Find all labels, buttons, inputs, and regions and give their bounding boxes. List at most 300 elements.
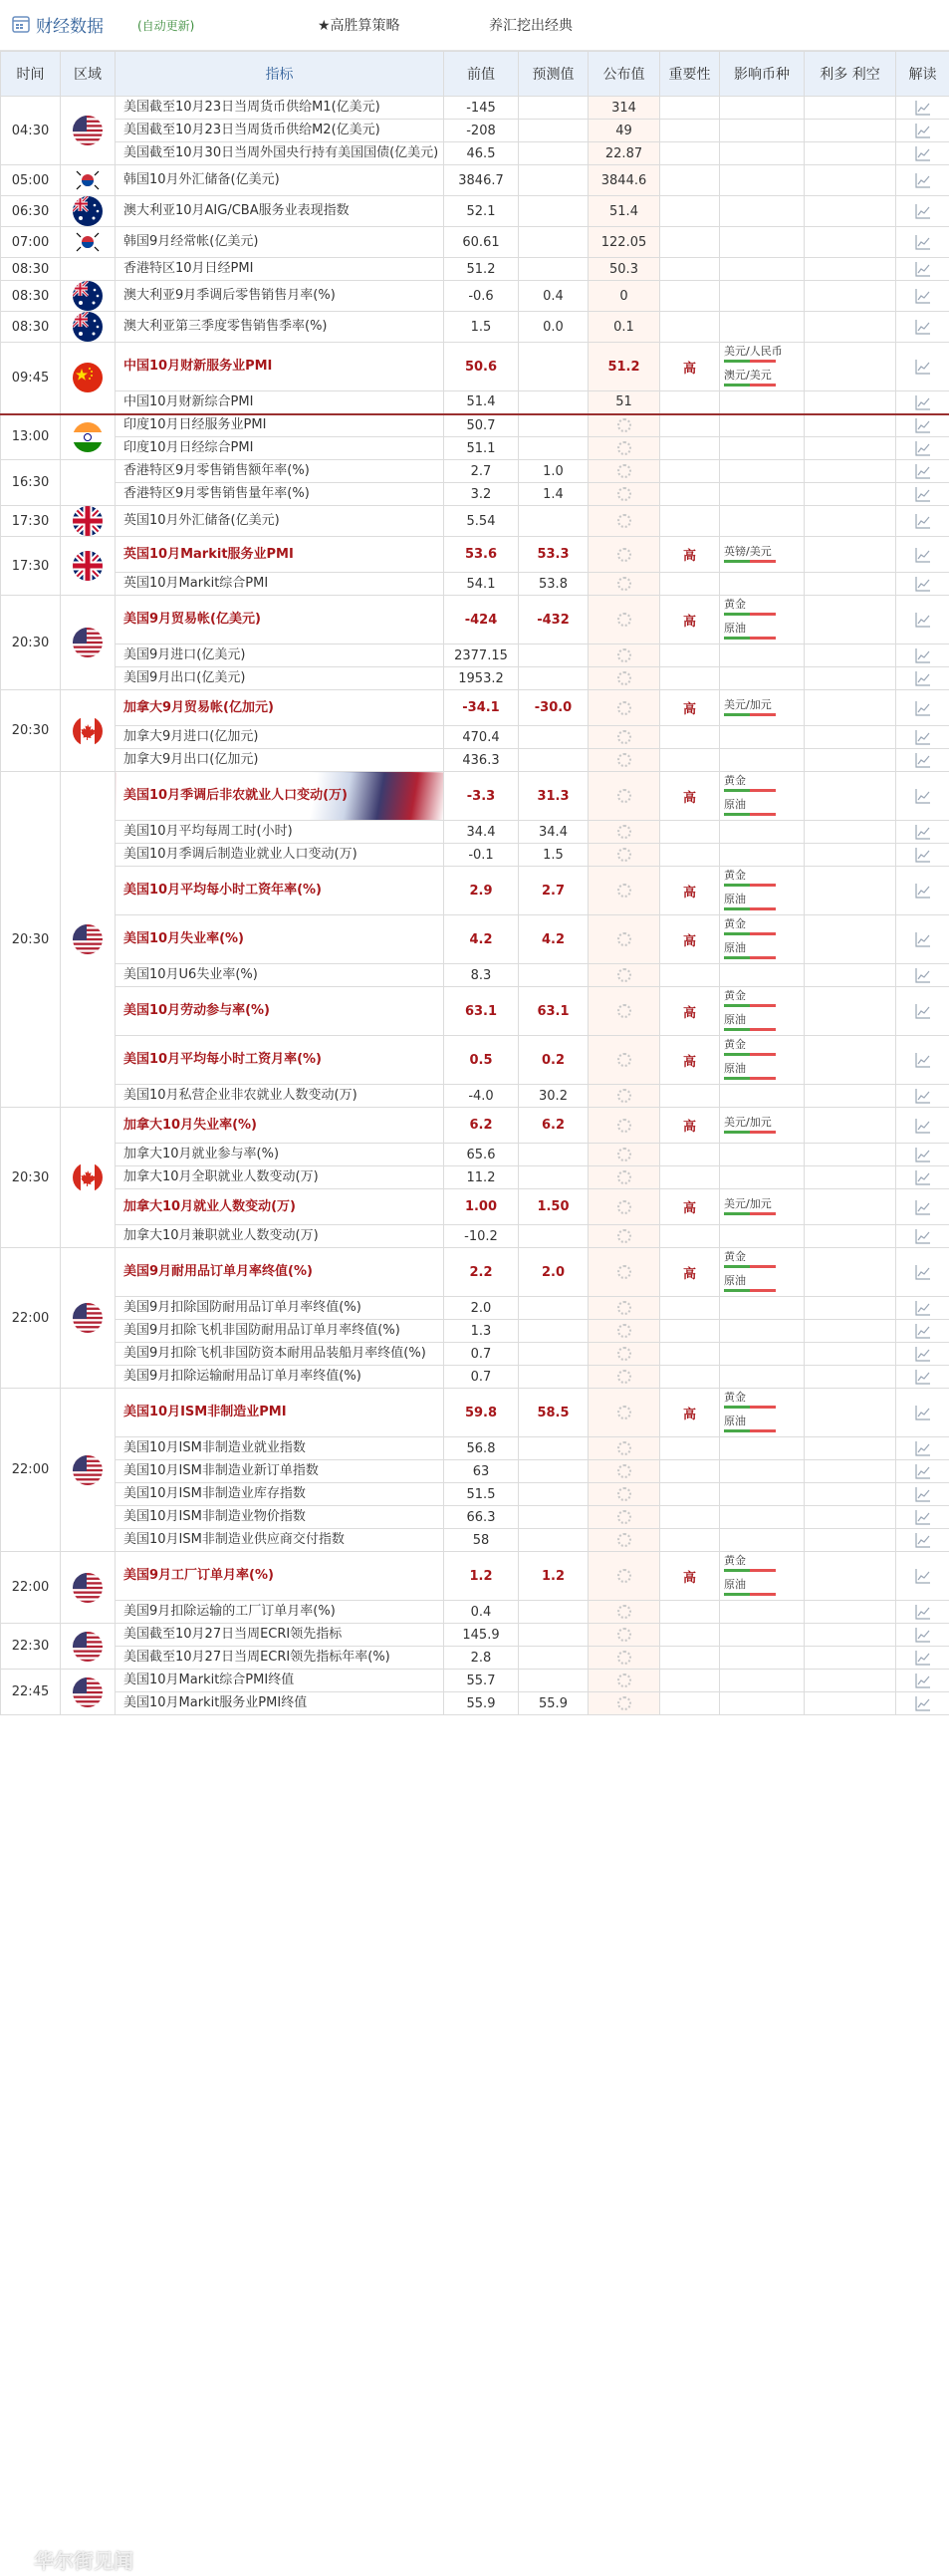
line-chart-icon[interactable] bbox=[915, 1673, 931, 1688]
table-row bbox=[1, 987, 949, 1036]
line-chart-icon[interactable] bbox=[915, 1052, 931, 1068]
indicator-name[interactable]: 美国10月季调后非农就业人口变动(万) bbox=[116, 772, 444, 821]
currency-cell bbox=[720, 1624, 805, 1647]
line-chart-icon[interactable] bbox=[915, 463, 931, 479]
line-chart-icon[interactable] bbox=[915, 967, 931, 983]
indicator-name[interactable]: 韩国9月经常帐(亿美元) bbox=[116, 227, 444, 258]
line-chart-icon[interactable] bbox=[915, 1369, 931, 1385]
indicator-name[interactable]: 美国9月扣除运输的工厂订单月率(%) bbox=[116, 1601, 444, 1624]
interpret-cell[interactable] bbox=[896, 1483, 949, 1506]
importance-value bbox=[660, 749, 720, 772]
interpret-cell[interactable] bbox=[896, 867, 949, 915]
actual-value bbox=[589, 690, 660, 726]
line-chart-icon[interactable] bbox=[915, 1568, 931, 1584]
previous-value: 58 bbox=[444, 1529, 519, 1552]
actual-value bbox=[589, 506, 660, 537]
currency-cell bbox=[720, 690, 805, 726]
interpret-cell[interactable] bbox=[896, 690, 949, 726]
affected-currency bbox=[724, 1036, 800, 1060]
previous-value: 55.7 bbox=[444, 1670, 519, 1692]
interpret-cell[interactable] bbox=[896, 749, 949, 772]
line-chart-icon[interactable] bbox=[915, 1405, 931, 1420]
line-chart-icon[interactable] bbox=[915, 1627, 931, 1643]
interpret-cell[interactable] bbox=[896, 1343, 949, 1366]
actual-value bbox=[589, 1460, 660, 1483]
line-chart-icon[interactable] bbox=[915, 847, 931, 863]
indicator-name[interactable]: 澳大利亚9月季调后零售销售月率(%) bbox=[116, 281, 444, 312]
indicator-name[interactable]: 香港特区9月零售销售量年率(%) bbox=[116, 483, 444, 506]
indicator-name[interactable]: 美国10月ISM非制造业新订单指数 bbox=[116, 1460, 444, 1483]
indicator-name[interactable]: 美国10月ISM非制造业PMI bbox=[116, 1389, 444, 1437]
indicator-name[interactable]: 美国10月U6失业率(%) bbox=[116, 964, 444, 987]
table-row bbox=[1, 312, 949, 343]
interpret-cell[interactable] bbox=[896, 312, 949, 343]
indicator-name[interactable]: 美国10月平均每小时工资月率(%) bbox=[116, 1036, 444, 1085]
region-cell bbox=[61, 596, 116, 690]
line-chart-icon[interactable] bbox=[915, 883, 931, 899]
col-header-currency: 影响币种 bbox=[720, 52, 805, 97]
indicator-name[interactable]: 澳大利亚第三季度零售销售季率(%) bbox=[116, 312, 444, 343]
interpret-cell[interactable] bbox=[896, 1647, 949, 1670]
bull-bear-cell bbox=[805, 1460, 896, 1483]
currency-cell bbox=[720, 987, 805, 1036]
interpret-cell[interactable] bbox=[896, 1166, 949, 1189]
time-cell: 17:30 bbox=[1, 506, 61, 537]
interpret-cell[interactable] bbox=[896, 537, 949, 573]
line-chart-icon[interactable] bbox=[915, 145, 931, 161]
table-row bbox=[1, 506, 949, 537]
table-row bbox=[1, 844, 949, 867]
importance-value bbox=[660, 391, 720, 414]
line-chart-icon[interactable] bbox=[915, 1486, 931, 1502]
interpret-cell[interactable] bbox=[896, 1366, 949, 1389]
previous-value: -34.1 bbox=[444, 690, 519, 726]
table-row bbox=[1, 391, 949, 414]
col-header-actual: 公布值 bbox=[589, 52, 660, 97]
bull-bear-bar bbox=[724, 1077, 776, 1080]
bull-bear-cell bbox=[805, 1343, 896, 1366]
line-chart-icon[interactable] bbox=[915, 1088, 931, 1104]
time-cell: 22:00 bbox=[1, 1552, 61, 1624]
line-chart-icon[interactable] bbox=[915, 1003, 931, 1019]
bull-bear-cell bbox=[805, 483, 896, 506]
interpret-cell[interactable] bbox=[896, 258, 949, 281]
loading-spinner-icon bbox=[617, 577, 631, 591]
col-header-region: 区域 bbox=[61, 52, 116, 97]
interpret-cell[interactable] bbox=[896, 1085, 949, 1108]
loading-spinner-icon bbox=[617, 441, 631, 455]
interpret-cell[interactable] bbox=[896, 120, 949, 142]
table-row bbox=[1, 1366, 949, 1389]
line-chart-icon[interactable] bbox=[915, 1169, 931, 1185]
line-chart-icon[interactable] bbox=[915, 547, 931, 563]
interpret-cell[interactable] bbox=[896, 343, 949, 391]
indicator-name[interactable]: 印度10月日经服务业PMI bbox=[116, 414, 444, 437]
currency-cell bbox=[720, 867, 805, 915]
actual-value bbox=[589, 573, 660, 596]
interpret-cell[interactable] bbox=[896, 596, 949, 644]
interpret-cell[interactable] bbox=[896, 1189, 949, 1225]
interpret-cell[interactable] bbox=[896, 97, 949, 120]
indicator-name[interactable]: 美国10月平均每周工时(小时) bbox=[116, 821, 444, 844]
interpret-cell[interactable] bbox=[896, 227, 949, 258]
table-row bbox=[1, 772, 949, 821]
forecast-value: 31.3 bbox=[519, 772, 589, 821]
time-cell: 07:00 bbox=[1, 227, 61, 258]
interpret-cell[interactable] bbox=[896, 1144, 949, 1166]
line-chart-icon[interactable] bbox=[915, 647, 931, 663]
actual-value: 122.05 bbox=[589, 227, 660, 258]
indicator-name[interactable]: 美国10月Markit综合PMI终值 bbox=[116, 1670, 444, 1692]
bull-bear-bar bbox=[724, 1004, 776, 1007]
table-row bbox=[1, 915, 949, 964]
line-chart-icon[interactable] bbox=[915, 670, 931, 686]
table-row bbox=[1, 1225, 949, 1248]
forecast-value: 6.2 bbox=[519, 1108, 589, 1144]
indicator-name[interactable]: 美国10月私营企业非农就业人数变动(万) bbox=[116, 1085, 444, 1108]
bull-bear-cell bbox=[805, 391, 896, 414]
indicator-name[interactable]: 加拿大10月全职就业人数变动(万) bbox=[116, 1166, 444, 1189]
time-cell: 13:00 bbox=[1, 414, 61, 460]
table-row bbox=[1, 1460, 949, 1483]
interpret-cell[interactable] bbox=[896, 964, 949, 987]
forecast-value bbox=[519, 644, 589, 667]
indicator-name[interactable]: 香港特区10月日经PMI bbox=[116, 258, 444, 281]
time-cell: 08:30 bbox=[1, 312, 61, 343]
loading-spinner-icon bbox=[617, 1148, 631, 1161]
currency-label: 美元/加元 bbox=[724, 1115, 772, 1129]
indicator-name[interactable]: 中国10月财新服务业PMI bbox=[116, 343, 444, 391]
interpret-cell[interactable] bbox=[896, 281, 949, 312]
indicator-name[interactable]: 印度10月日经综合PMI bbox=[116, 437, 444, 460]
region-cell bbox=[61, 1552, 116, 1624]
forecast-value: 1.4 bbox=[519, 483, 589, 506]
interpret-cell[interactable] bbox=[896, 1036, 949, 1085]
forecast-value: 1.50 bbox=[519, 1189, 589, 1225]
indicator-name[interactable]: 英国10月Markit综合PMI bbox=[116, 573, 444, 596]
interpret-cell[interactable] bbox=[896, 391, 949, 414]
line-chart-icon[interactable] bbox=[915, 417, 931, 433]
currency-cell bbox=[720, 414, 805, 437]
interpret-cell[interactable] bbox=[896, 726, 949, 749]
flag-ca-icon bbox=[73, 716, 103, 746]
col-header-importance: 重要性 bbox=[660, 52, 720, 97]
forecast-value: -30.0 bbox=[519, 690, 589, 726]
line-chart-icon[interactable] bbox=[915, 123, 931, 138]
interpret-cell[interactable] bbox=[896, 1460, 949, 1483]
interpret-cell[interactable] bbox=[896, 1437, 949, 1460]
indicator-name[interactable]: 美国9月耐用品订单月率终值(%) bbox=[116, 1248, 444, 1297]
table-row bbox=[1, 97, 949, 120]
currency-label: 美元/加元 bbox=[724, 697, 772, 711]
actual-value bbox=[589, 460, 660, 483]
interpret-cell[interactable] bbox=[896, 573, 949, 596]
forecast-value: 63.1 bbox=[519, 987, 589, 1036]
line-chart-icon[interactable] bbox=[915, 288, 931, 304]
line-chart-icon[interactable] bbox=[915, 1509, 931, 1525]
line-chart-icon[interactable] bbox=[915, 440, 931, 456]
interpret-cell[interactable] bbox=[896, 1552, 949, 1601]
line-chart-icon[interactable] bbox=[915, 1323, 931, 1339]
indicator-name[interactable]: 美国10月ISM非制造业物价指数 bbox=[116, 1506, 444, 1529]
interpret-cell[interactable] bbox=[896, 460, 949, 483]
indicator-name[interactable]: 美国截至10月27日当周ECRI领先指标年率(%) bbox=[116, 1647, 444, 1670]
loading-spinner-icon bbox=[617, 1301, 631, 1315]
watermark-logo-icon bbox=[6, 2551, 30, 2575]
indicator-name[interactable]: 加拿大9月出口(亿加元) bbox=[116, 749, 444, 772]
interpret-cell[interactable] bbox=[896, 1506, 949, 1529]
interpret-cell[interactable] bbox=[896, 437, 949, 460]
currency-label: 原油 bbox=[724, 1013, 746, 1026]
classic-link[interactable]: 养汇挖出经典 bbox=[489, 18, 573, 34]
indicator-name[interactable]: 香港特区9月零售销售额年率(%) bbox=[116, 460, 444, 483]
previous-value: 51.2 bbox=[444, 258, 519, 281]
previous-value: 2.7 bbox=[444, 460, 519, 483]
indicator-name[interactable]: 美国9月贸易帐(亿美元) bbox=[116, 596, 444, 644]
indicator-name[interactable]: 美国9月工厂订单月率(%) bbox=[116, 1552, 444, 1601]
importance-value: 高 bbox=[660, 915, 720, 964]
indicator-name[interactable]: 英国10月Markit服务业PMI bbox=[116, 537, 444, 573]
loading-spinner-icon bbox=[617, 1406, 631, 1419]
indicator-name[interactable]: 中国10月财新综合PMI bbox=[116, 391, 444, 414]
bull-bear-cell bbox=[805, 1085, 896, 1108]
indicator-name[interactable]: 美国10月Markit服务业PMI终值 bbox=[116, 1692, 444, 1715]
interpret-cell[interactable] bbox=[896, 196, 949, 227]
interpret-cell[interactable] bbox=[896, 1692, 949, 1715]
interpret-cell[interactable] bbox=[896, 142, 949, 165]
interpret-cell[interactable] bbox=[896, 1108, 949, 1144]
line-chart-icon[interactable] bbox=[915, 100, 931, 116]
currency-cell bbox=[720, 726, 805, 749]
bull-bear-bar bbox=[724, 1429, 776, 1432]
line-chart-icon[interactable] bbox=[915, 394, 931, 410]
loading-spinner-icon bbox=[617, 1651, 631, 1665]
previous-value: 470.4 bbox=[444, 726, 519, 749]
previous-value: 50.7 bbox=[444, 414, 519, 437]
affected-currency bbox=[724, 696, 800, 720]
importance-value bbox=[660, 1144, 720, 1166]
indicator-name[interactable]: 美国10月季调后制造业就业人口变动(万) bbox=[116, 844, 444, 867]
line-chart-icon[interactable] bbox=[915, 1300, 931, 1316]
currency-cell bbox=[720, 1460, 805, 1483]
previous-value: 1.5 bbox=[444, 312, 519, 343]
interpret-cell[interactable] bbox=[896, 506, 949, 537]
interpret-cell[interactable] bbox=[896, 1297, 949, 1320]
interpret-cell[interactable] bbox=[896, 1225, 949, 1248]
line-chart-icon[interactable] bbox=[915, 513, 931, 529]
importance-value bbox=[660, 726, 720, 749]
calendar-icon bbox=[11, 14, 31, 34]
indicator-name[interactable]: 美国9月扣除运输耐用品订单月率终值(%) bbox=[116, 1366, 444, 1389]
line-chart-icon[interactable] bbox=[915, 1650, 931, 1666]
indicator-name[interactable]: 美国截至10月23日当周货币供给M2(亿美元) bbox=[116, 120, 444, 142]
interpret-cell[interactable] bbox=[896, 915, 949, 964]
indicator-name[interactable]: 加拿大9月贸易帐(亿加元) bbox=[116, 690, 444, 726]
line-chart-icon[interactable] bbox=[915, 931, 931, 947]
forecast-value bbox=[519, 1320, 589, 1343]
interpret-cell[interactable] bbox=[896, 1670, 949, 1692]
line-chart-icon[interactable] bbox=[915, 788, 931, 804]
currency-cell bbox=[720, 120, 805, 142]
currency-label: 黄金 bbox=[724, 1554, 746, 1567]
currency-cell bbox=[720, 460, 805, 483]
line-chart-icon[interactable] bbox=[915, 261, 931, 277]
indicator-name[interactable]: 美国截至10月23日当周货币供给M1(亿美元) bbox=[116, 97, 444, 120]
table-row bbox=[1, 227, 949, 258]
line-chart-icon[interactable] bbox=[915, 1264, 931, 1280]
previous-value: 3.2 bbox=[444, 483, 519, 506]
indicator-name[interactable]: 美国10月劳动参与率(%) bbox=[116, 987, 444, 1036]
line-chart-icon[interactable] bbox=[915, 1228, 931, 1244]
currency-cell bbox=[720, 1225, 805, 1248]
watermark: 华尔街见闻 bbox=[6, 2545, 133, 2575]
loading-spinner-icon bbox=[617, 884, 631, 898]
bull-bear-bar bbox=[724, 1053, 776, 1056]
interpret-cell[interactable] bbox=[896, 667, 949, 690]
line-chart-icon[interactable] bbox=[915, 203, 931, 219]
flag-au-icon bbox=[73, 196, 103, 226]
indicator-name[interactable]: 美国10月失业率(%) bbox=[116, 915, 444, 964]
indicator-name[interactable]: 加拿大9月进口(亿加元) bbox=[116, 726, 444, 749]
currency-cell bbox=[720, 165, 805, 196]
forecast-value bbox=[519, 120, 589, 142]
flag-us-icon bbox=[73, 924, 103, 954]
time-cell: 04:30 bbox=[1, 97, 61, 165]
forecast-value: 30.2 bbox=[519, 1085, 589, 1108]
indicator-name[interactable]: 美国10月平均每小时工资年率(%) bbox=[116, 867, 444, 915]
interpret-cell[interactable] bbox=[896, 1320, 949, 1343]
currency-cell bbox=[720, 1297, 805, 1320]
line-chart-icon[interactable] bbox=[915, 319, 931, 335]
currency-label: 原油 bbox=[724, 1578, 746, 1591]
indicator-name[interactable]: 加拿大10月就业参与率(%) bbox=[116, 1144, 444, 1166]
indicator-name[interactable]: 美国10月ISM非制造业库存指数 bbox=[116, 1483, 444, 1506]
interpret-cell[interactable] bbox=[896, 1601, 949, 1624]
currency-cell bbox=[720, 749, 805, 772]
strategy-link[interactable]: ★高胜算策略 bbox=[318, 18, 400, 34]
interpret-cell[interactable] bbox=[896, 821, 949, 844]
bull-bear-cell bbox=[805, 1144, 896, 1166]
indicator-name[interactable]: 澳大利亚10月AIG/CBA服务业表现指数 bbox=[116, 196, 444, 227]
previous-value: 1.3 bbox=[444, 1320, 519, 1343]
line-chart-icon[interactable] bbox=[915, 234, 931, 250]
interpret-cell[interactable] bbox=[896, 1624, 949, 1647]
bull-bear-cell bbox=[805, 915, 896, 964]
bull-bear-cell bbox=[805, 120, 896, 142]
interpret-cell[interactable] bbox=[896, 1389, 949, 1437]
line-chart-icon[interactable] bbox=[915, 1440, 931, 1456]
forecast-value bbox=[519, 142, 589, 165]
previous-value: -0.1 bbox=[444, 844, 519, 867]
previous-value: -145 bbox=[444, 97, 519, 120]
line-chart-icon[interactable] bbox=[915, 1118, 931, 1134]
line-chart-icon[interactable] bbox=[915, 1147, 931, 1162]
interpret-cell[interactable] bbox=[896, 483, 949, 506]
actual-value bbox=[589, 1144, 660, 1166]
interpret-cell[interactable] bbox=[896, 844, 949, 867]
indicator-name[interactable]: 加拿大10月就业人数变动(万) bbox=[116, 1189, 444, 1225]
table-row bbox=[1, 142, 949, 165]
indicator-name[interactable]: 加拿大10月兼职就业人数变动(万) bbox=[116, 1225, 444, 1248]
interpret-cell[interactable] bbox=[896, 165, 949, 196]
interpret-cell[interactable] bbox=[896, 414, 949, 437]
line-chart-icon[interactable] bbox=[915, 824, 931, 840]
line-chart-icon[interactable] bbox=[915, 700, 931, 716]
flag-au-icon bbox=[73, 281, 103, 311]
line-chart-icon[interactable] bbox=[915, 1695, 931, 1711]
table-row bbox=[1, 867, 949, 915]
indicator-name[interactable]: 英国10月外汇储备(亿美元) bbox=[116, 506, 444, 537]
currency-cell bbox=[720, 772, 805, 821]
line-chart-icon[interactable] bbox=[915, 1604, 931, 1620]
previous-value: 51.5 bbox=[444, 1483, 519, 1506]
indicator-name[interactable]: 美国截至10月30日当周外国央行持有美国国债(亿美元) bbox=[116, 142, 444, 165]
line-chart-icon[interactable] bbox=[915, 486, 931, 502]
indicator-name[interactable]: 韩国10月外汇储备(亿美元) bbox=[116, 165, 444, 196]
line-chart-icon[interactable] bbox=[915, 612, 931, 628]
interpret-cell[interactable] bbox=[896, 772, 949, 821]
indicator-name[interactable]: 美国9月扣除飞机非国防耐用品订单月率终值(%) bbox=[116, 1320, 444, 1343]
importance-value: 高 bbox=[660, 343, 720, 391]
currency-label: 黄金 bbox=[724, 1391, 746, 1404]
table-row bbox=[1, 1144, 949, 1166]
importance-value bbox=[660, 1437, 720, 1460]
indicator-name[interactable]: 美国10月ISM非制造业就业指数 bbox=[116, 1437, 444, 1460]
indicator-name[interactable]: 加拿大10月失业率(%) bbox=[116, 1108, 444, 1144]
line-chart-icon[interactable] bbox=[915, 752, 931, 768]
line-chart-icon[interactable] bbox=[915, 1532, 931, 1548]
interpret-cell[interactable] bbox=[896, 987, 949, 1036]
forecast-value bbox=[519, 258, 589, 281]
line-chart-icon[interactable] bbox=[915, 172, 931, 188]
time-cell: 22:30 bbox=[1, 1624, 61, 1670]
indicator-name[interactable]: 美国9月扣除飞机非国防资本耐用品装船月率终值(%) bbox=[116, 1343, 444, 1366]
currency-cell bbox=[720, 537, 805, 573]
line-chart-icon[interactable] bbox=[915, 1346, 931, 1362]
importance-value bbox=[660, 1529, 720, 1552]
previous-value: 63 bbox=[444, 1460, 519, 1483]
line-chart-icon[interactable] bbox=[915, 576, 931, 592]
indicator-name[interactable]: 美国10月ISM非制造业供应商交付指数 bbox=[116, 1529, 444, 1552]
loading-spinner-icon bbox=[617, 1200, 631, 1214]
bull-bear-bar bbox=[724, 1289, 776, 1292]
line-chart-icon[interactable] bbox=[915, 729, 931, 745]
interpret-cell[interactable] bbox=[896, 644, 949, 667]
affected-currency bbox=[724, 772, 800, 796]
indicator-name[interactable]: 美国9月进口(亿美元) bbox=[116, 644, 444, 667]
bull-bear-cell bbox=[805, 867, 896, 915]
forecast-value: 1.0 bbox=[519, 460, 589, 483]
interpret-cell[interactable] bbox=[896, 1248, 949, 1297]
line-chart-icon[interactable] bbox=[915, 1463, 931, 1479]
bull-bear-cell bbox=[805, 844, 896, 867]
loading-spinner-icon bbox=[617, 1510, 631, 1524]
line-chart-icon[interactable] bbox=[915, 359, 931, 375]
indicator-name[interactable]: 美国9月扣除国防耐用品订单月率终值(%) bbox=[116, 1297, 444, 1320]
interpret-cell[interactable] bbox=[896, 1529, 949, 1552]
actual-value bbox=[589, 1366, 660, 1389]
importance-value bbox=[660, 165, 720, 196]
indicator-name[interactable]: 美国截至10月27日当周ECRI领先指标 bbox=[116, 1624, 444, 1647]
flag-us-icon bbox=[73, 1632, 103, 1662]
loading-spinner-icon bbox=[617, 1004, 631, 1018]
affected-currency bbox=[724, 915, 800, 939]
line-chart-icon[interactable] bbox=[915, 1199, 931, 1215]
currency-label: 黄金 bbox=[724, 598, 746, 611]
indicator-name[interactable]: 美国9月出口(亿美元) bbox=[116, 667, 444, 690]
actual-value: 49 bbox=[589, 120, 660, 142]
bull-bear-cell bbox=[805, 1389, 896, 1437]
